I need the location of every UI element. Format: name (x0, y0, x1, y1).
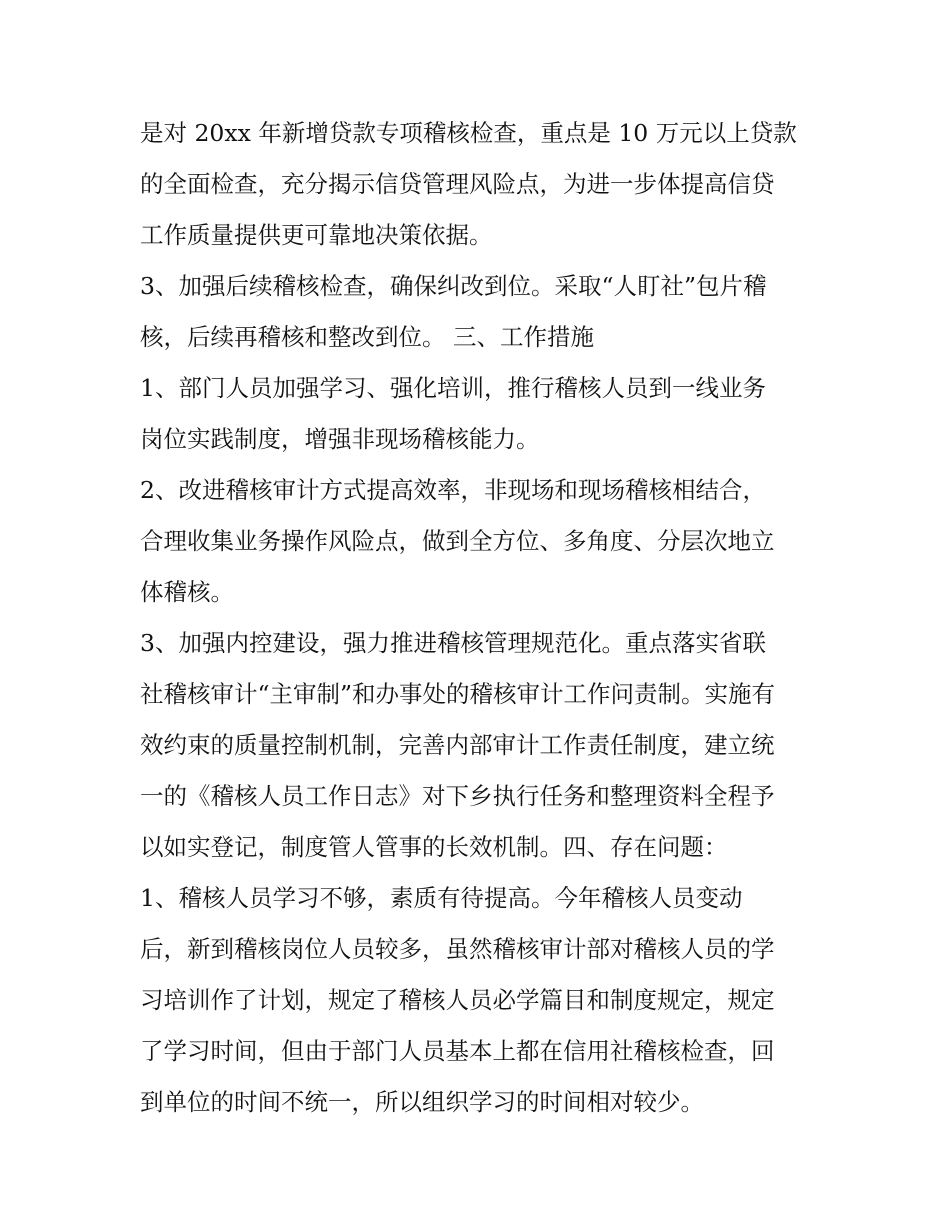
text-line: 1、稽核人员学习不够，素质有待提高。今年稽核人员变动 (140, 884, 743, 912)
text-line: 工作质量提供更可靠地决策依据。 (140, 221, 493, 249)
text-line: 的全面检查，充分揭示信贷管理风险点，为进一步体提高信贷 (140, 170, 775, 198)
text-line: 效约束的质量控制机制，完善内部审计工作责任制度，建立统 (140, 731, 775, 759)
text-line: 后，新到稽核岗位人员较多，虽然稽核审计部对稽核人员的学 (140, 935, 775, 963)
text-line: 一的《稽核人员工作日志》对下乡执行任务和整理资料全程予 (140, 782, 775, 810)
text-line: 体稽核。 (140, 578, 234, 606)
text-line: 3、加强后续稽核检查，确保纠改到位。采取“人盯社”包片稽 (140, 272, 767, 300)
text-line: 2、改进稽核审计方式提高效率，非现场和现场稽核相结合， (140, 476, 766, 504)
text-line: 习培训作了计划，规定了稽核人员必学篇目和制度规定，规定 (140, 986, 775, 1014)
text-line: 合理收集业务操作风险点，做到全方位、多角度、分层次地立 (140, 527, 775, 555)
text-line: 1、部门人员加强学习、强化培训，推行稽核人员到一线业务 (140, 374, 766, 402)
text-line: 社稽核审计“主审制”和办事处的稽核审计工作问责制。实施有 (140, 680, 776, 708)
text-line: 了学习时间，但由于部门人员基本上都在信用社稽核检查，回 (140, 1037, 775, 1065)
text-line: 核，后续再稽核和整改到位。 三、工作措施 (140, 323, 594, 351)
text-line: 岗位实践制度，增强非现场稽核能力。 (140, 425, 540, 453)
text-line: 以如实登记，制度管人管事的长效机制。四、存在问题： (140, 833, 728, 861)
text-line: 3、加强内控建设，强力推进稽核管理规范化。重点落实省联 (140, 629, 766, 657)
text-line: 到单位的时间不统一，所以组织学习的时间相对较少。 (140, 1088, 704, 1116)
text-line: 是对 20xx 年新增贷款专项稽核检查，重点是 10 万元以上贷款 (140, 119, 797, 147)
document-page (140, 108, 820, 1128)
